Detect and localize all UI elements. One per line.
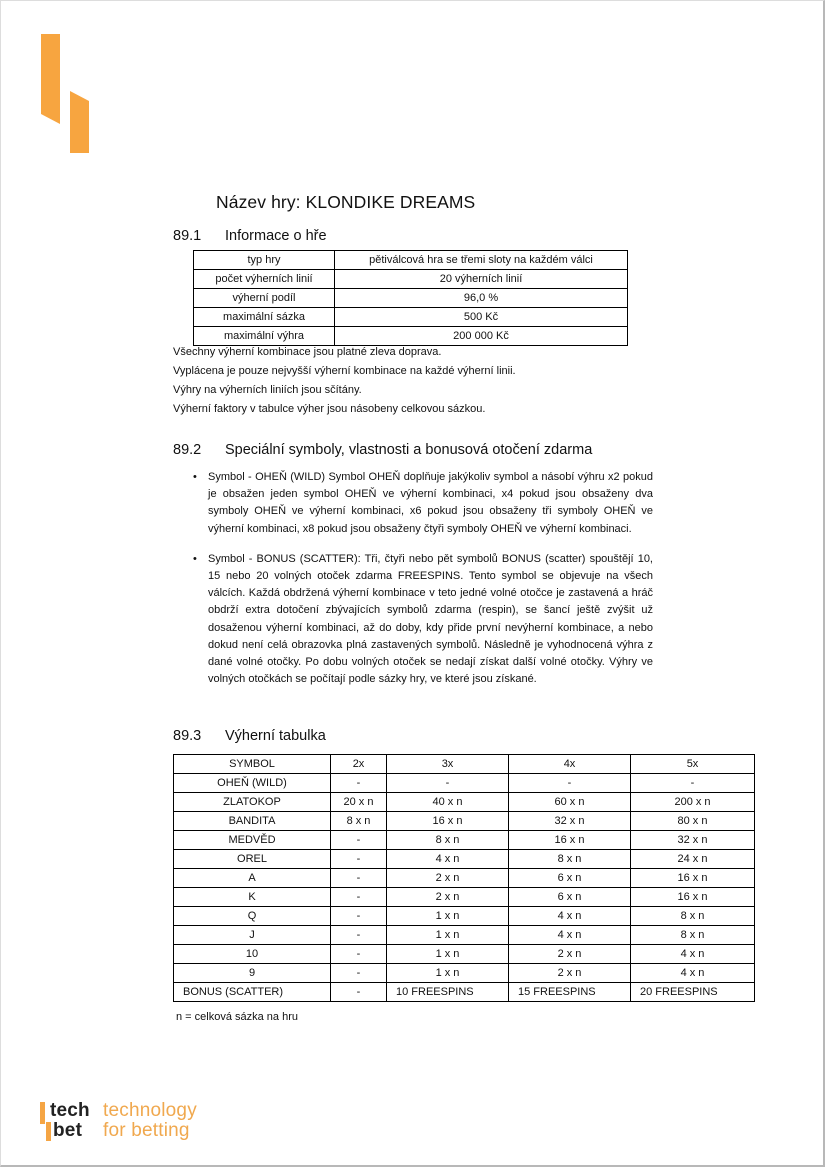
brand-logo-mark-icon — [40, 33, 92, 155]
payout-cell: 200 x n — [631, 793, 755, 812]
payout-cell: 16 x n — [631, 869, 755, 888]
table-row — [174, 983, 755, 1002]
payout-cell: - — [331, 888, 387, 907]
payout-cell: - — [331, 983, 387, 1002]
symbol-cell: ZLATOKOP — [174, 793, 331, 812]
symbol-cell: Q — [174, 907, 331, 926]
brand-bar-icon — [46, 1122, 51, 1141]
payout-cell: 8 x n — [387, 831, 509, 850]
symbol-cell: K — [174, 888, 331, 907]
payout-cell: 32 x n — [631, 831, 755, 850]
rules-paragraph — [173, 343, 516, 419]
symbol-cell: A — [174, 869, 331, 888]
brand-bar-icon — [40, 1102, 45, 1124]
payout-cell: 4 x n — [509, 926, 631, 945]
paytable — [173, 754, 755, 1002]
column-header: 5x — [631, 755, 755, 774]
payout-cell: 20 x n — [331, 793, 387, 812]
info-label: maximální sázka — [194, 308, 335, 327]
payout-cell: - — [331, 964, 387, 983]
payout-cell: 40 x n — [387, 793, 509, 812]
payout-cell: 2 x n — [509, 964, 631, 983]
payout-cell: 8 x n — [509, 850, 631, 869]
table-row — [194, 289, 628, 308]
column-header: SYMBOL — [174, 755, 331, 774]
rule-line: Výhry na výherních liniích jsou sčítány. — [173, 384, 362, 396]
column-header: 3x — [387, 755, 509, 774]
payout-cell: 4 x n — [387, 850, 509, 869]
payout-cell: 8 x n — [631, 907, 755, 926]
payout-cell: 4 x n — [631, 945, 755, 964]
info-label: výherní podíl — [194, 289, 335, 308]
brand-word-bet: bet — [53, 1120, 83, 1141]
document-title: Název hry: KLONDIKE DREAMS — [216, 192, 476, 212]
game-info-table — [193, 250, 628, 346]
symbol-cell: BANDITA — [174, 812, 331, 831]
payout-cell: - — [631, 774, 755, 793]
bullet-icon: • — [193, 552, 197, 565]
info-value: 20 výherních linií — [335, 270, 628, 289]
payout-cell: 6 x n — [509, 888, 631, 907]
table-header-row — [174, 755, 755, 774]
table-row — [174, 793, 755, 812]
section-heading-info — [173, 228, 327, 244]
payout-cell: - — [509, 774, 631, 793]
payout-cell: - — [387, 774, 509, 793]
payout-cell: 1 x n — [387, 964, 509, 983]
symbol-cell: BONUS (SCATTER) — [174, 983, 331, 1002]
payout-cell: 1 x n — [387, 926, 509, 945]
info-value: 200 000 Kč — [335, 327, 628, 346]
payout-cell: 6 x n — [509, 869, 631, 888]
list-item-text: Symbol - BONUS (SCATTER): Tři, čtyři nebo pět symbolů BONUS (scatter) spouštějí 10, 15 nebo 20 volných otoček zdarma FREESPINS. Tento symbol se objevuje na všech válcích. Každá obdržená výherní kombinace v teto jedné volné otočce je zastavená a hráč obdrží extra dotočení zbývajících symbolů zdarma (respin), se šancí ještě zvýšit už dosaženou výherní kombinaci, až do doby, kdy přide první nevýherní kombinace, a nebo dokud není celá obrazovka plná zastavených symbolů. Následně je vyhodnocená výhra z dané volné otočky. Po dobu volných otoček se nedají získat další volné otočky. Výhry ve volných otočkách se počítají podle sázky hry, ve které jsou získané. — [208, 552, 653, 686]
section-title: Informace o hře — [225, 228, 327, 244]
payout-cell: 4 x n — [631, 964, 755, 983]
brand-tagline-2: for betting — [103, 1120, 190, 1141]
brand-word-tech: tech — [50, 1100, 90, 1121]
rule-line: Výherní faktory v tabulce výher jsou násobeny celkovou sázkou. — [173, 403, 486, 415]
payout-cell: - — [331, 850, 387, 869]
symbol-cell: OREL — [174, 850, 331, 869]
payout-cell: - — [331, 926, 387, 945]
payout-cell: - — [331, 907, 387, 926]
table-row — [194, 251, 628, 270]
info-label: maximální výhra — [194, 327, 335, 346]
payout-cell: 8 x n — [331, 812, 387, 831]
section-title: Výherní tabulka — [225, 728, 326, 744]
payout-cell: 2 x n — [387, 888, 509, 907]
list-item-wild — [193, 469, 653, 538]
payout-cell: - — [331, 945, 387, 964]
payout-cell: 2 x n — [509, 945, 631, 964]
payout-cell: 16 x n — [631, 888, 755, 907]
table-row — [194, 308, 628, 327]
section-number: 89.1 — [173, 228, 202, 244]
info-value: pětiválcová hra se třemi sloty na každém válci — [335, 251, 628, 270]
info-value: 96,0 % — [335, 289, 628, 308]
table-row — [174, 774, 755, 793]
info-label: počet výherních linií — [194, 270, 335, 289]
payout-cell: 16 x n — [509, 831, 631, 850]
symbol-cell: 10 — [174, 945, 331, 964]
paytable-note: n = celková sázka na hru — [176, 1011, 298, 1023]
table-row — [174, 850, 755, 869]
payout-cell: 1 x n — [387, 945, 509, 964]
payout-cell: 16 x n — [387, 812, 509, 831]
section-number: 89.2 — [173, 442, 202, 458]
table-row — [174, 945, 755, 964]
symbol-cell: MEDVĚD — [174, 831, 331, 850]
payout-cell: - — [331, 774, 387, 793]
info-value: 500 Kč — [335, 308, 628, 327]
table-row — [174, 888, 755, 907]
rule-line: Vyplácena je pouze nejvyšší výherní kombinace na každé výherní linii. — [173, 365, 516, 377]
table-row — [174, 831, 755, 850]
payout-cell: 20 FREESPINS — [631, 983, 755, 1002]
payout-cell: 80 x n — [631, 812, 755, 831]
table-row — [174, 907, 755, 926]
payout-cell: 2 x n — [387, 869, 509, 888]
rule-line: Všechny výherní kombinace jsou platné zleva doprava. — [173, 346, 442, 358]
footer-brand-logo — [40, 1099, 240, 1145]
symbol-cell: J — [174, 926, 331, 945]
payout-cell: 32 x n — [509, 812, 631, 831]
payout-cell: 10 FREESPINS — [387, 983, 509, 1002]
section-title: Speciální symboly, vlastnosti a bonusová otočení zdarma — [225, 442, 593, 458]
section-number: 89.3 — [173, 728, 202, 744]
special-symbols-list — [193, 469, 653, 701]
info-label: typ hry — [194, 251, 335, 270]
column-header: 2x — [331, 755, 387, 774]
table-row — [174, 812, 755, 831]
payout-cell: - — [331, 869, 387, 888]
symbol-cell: 9 — [174, 964, 331, 983]
table-row — [174, 964, 755, 983]
payout-cell: 24 x n — [631, 850, 755, 869]
payout-cell: - — [331, 831, 387, 850]
brand-tagline-1: technology — [103, 1100, 197, 1121]
payout-cell: 15 FREESPINS — [509, 983, 631, 1002]
section-heading-paytable — [173, 728, 326, 744]
list-item-scatter — [193, 551, 653, 689]
payout-cell: 60 x n — [509, 793, 631, 812]
table-row — [174, 926, 755, 945]
payout-cell: 4 x n — [509, 907, 631, 926]
list-item-text: Symbol - OHEŇ (WILD) Symbol OHEŇ doplňuje jakýkoliv symbol a násobí výhru x2 pokud je obsažen jeden symbol OHEŇ ve výherní kombinaci, x4 pokud jsou obsaženy dva symboly OHEŇ ve výherní kombinaci, x6 pokud jsou obsaženy tři symboly OHEŇ ve výherní kombinaci, x8 pokud jsou obsaženy čtyři symboly OHEŇ ve výherní kombinaci. — [208, 471, 653, 535]
column-header: 4x — [509, 755, 631, 774]
table-row — [174, 869, 755, 888]
payout-cell: 8 x n — [631, 926, 755, 945]
section-heading-special — [173, 442, 592, 458]
bullet-icon: • — [193, 471, 197, 483]
symbol-cell: OHEŇ (WILD) — [174, 774, 331, 793]
table-row — [194, 270, 628, 289]
payout-cell: 1 x n — [387, 907, 509, 926]
